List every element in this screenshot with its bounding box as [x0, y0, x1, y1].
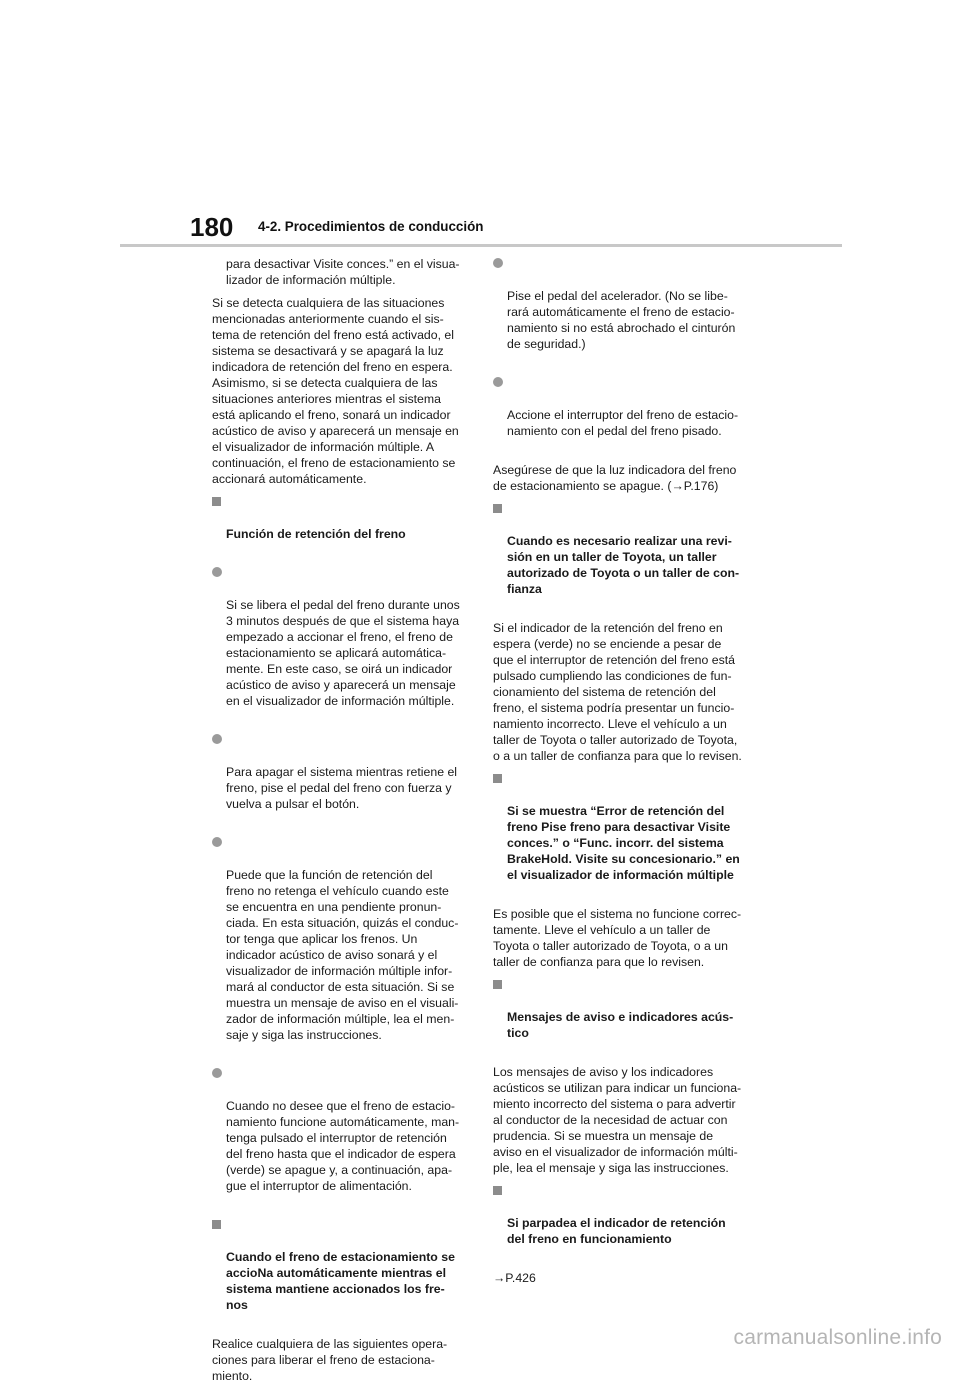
- paragraph: Si se detecta cualquiera de las situaciones mencionadas anteriormente cuando el sis- tema de retención del freno está activado, el sistema se desactivará y se apagará la luz indicadora de retención del freno en espera. Asimismo, si se detecta cualquiera de las situaciones anteriores mientras el sistema está aplicando el freno, sonará un indicador acústico de aviso y aparecerá un mensaje en el visualizador de información múltiple. A continuación, el freno de estacionamiento se accionará automáticamente.: [212, 296, 459, 486]
- circle-bullet-icon: [212, 734, 222, 744]
- circle-bullet-icon: [493, 258, 503, 268]
- bullet-text: Puede que la función de retención del freno no retenga el vehículo cuando este se encuentra en una pendiente pronun- ciada. En esta situación, quizás el conduc- tor tenga que aplicar los frenos. Un indicador acústico de aviso sonará y el visualizador de información múltiple infor- mará al conductor de esta situación. Si se muestra un mensaje de aviso en el visuali- zador de información múltiple, lea el men- saje y siga las instrucciones.: [226, 868, 459, 1042]
- square-marker-icon: [493, 980, 502, 989]
- left-column: [212, 256, 466, 1391]
- section-heading: [212, 1217, 466, 1329]
- section-heading: [493, 1183, 755, 1263]
- page-reference: [493, 1270, 755, 1286]
- paragraph: Es posible que el sistema no funcione correc- tamente. Lleve el vehículo a un taller de Toyota o taller autorizado de Toyota, o a un taller de confianza para que lo revisen.: [493, 907, 742, 969]
- page-reference-link[interactable]: P.426: [505, 1271, 536, 1285]
- header-rule: [120, 244, 842, 247]
- bullet-item: [493, 256, 755, 368]
- heading-text: Cuando el freno de estacionamiento se accioNa automáticamente mientras el sistema mantiene accionados los fre- nos: [226, 1250, 455, 1312]
- bullet-item: [212, 565, 466, 725]
- paragraph-continued: para desactivar Visite conces.” en el visua- lizador de información múltiple.: [226, 257, 460, 287]
- arrow-right-icon: →: [493, 1271, 506, 1285]
- watermark: carmanualsonline.info: [733, 1326, 942, 1349]
- heading-text: Función de retención del freno: [226, 527, 406, 541]
- square-marker-icon: [212, 497, 221, 506]
- page-reference-link[interactable]: P.176): [683, 479, 719, 493]
- bullet-item: [212, 1066, 466, 1210]
- bullet-text: Accione el interruptor del freno de estacio- namiento con el pedal del freno pisado.: [507, 408, 739, 438]
- bullet-item: [493, 375, 755, 455]
- section-heading: [493, 771, 755, 899]
- section-heading: [212, 494, 466, 558]
- arrow-right-icon: →: [671, 479, 684, 493]
- square-marker-icon: [493, 504, 502, 513]
- heading-text: Si se muestra “Error de retención del freno Pise freno para desactivar Visite conces.” o “Func. incorr. del sistema BrakeHold. Visite su concesionario.” en el visualizador de información múltiple: [507, 804, 740, 882]
- paragraph: Los mensajes de aviso y los indicadores acústicos se utilizan para indicar un funciona- miento incorrecto del sistema o para advertir al conductor de la necesidad de actuar con prudencia. Si se muestra un mensaje de aviso en el visualizador de información múlti- ple, lea el mensaje y siga las instrucciones.: [493, 1065, 742, 1175]
- paragraph-text: Asegúrese de que la luz indicadora del freno de estacionamiento se apague. (: [493, 463, 737, 493]
- paragraph: Realice cualquiera de las siguientes opera- ciones para liberar el freno de estaciona- miento.: [212, 1337, 448, 1383]
- square-marker-icon: [493, 774, 502, 783]
- square-marker-icon: [212, 1220, 221, 1229]
- bullet-text: Para apagar el sistema mientras retiene el freno, pise el pedal del freno con fuerza y vuelva a pulsar el botón.: [226, 765, 458, 811]
- bullet-text: Cuando no desee que el freno de estacio- namiento funcione automáticamente, man- tenga pulsado el interruptor de retención del freno hasta que el indicador de espera (verde) se apague y, a continuación, apa- gue el interruptor de alimentación.: [226, 1099, 460, 1193]
- section-heading: [493, 977, 755, 1057]
- heading-text: Mensajes de aviso e indicadores acús- tico: [507, 1010, 734, 1040]
- paragraph: Si el indicador de la retención del freno en espera (verde) no se enciende a pesar de que el interruptor de retención del freno está pulsado cumpliendo las condiciones de fun- cionamiento del sistema de retención del freno, el sistema podría presentar un funcio- namiento incorrecto. Lleve el vehículo a un taller de Toyota o taller autorizado de Toyota, o a un taller de confianza para que lo revisen.: [493, 621, 742, 763]
- heading-text: Si parpadea el indicador de retención del freno en funcionamiento: [507, 1216, 726, 1246]
- bullet-text: Si se libera el pedal del freno durante unos 3 minutos después de que el sistema haya empezado a accionar el freno, el freno de estacionamiento se aplicará automática- mente. En este caso, se oirá un indicador acústico de aviso y aparecerá un mensaje en el visualizador de información múltiple.: [226, 598, 460, 708]
- right-column: [493, 256, 755, 1293]
- circle-bullet-icon: [212, 567, 222, 577]
- square-marker-icon: [493, 1186, 502, 1195]
- heading-text: Cuando es necesario realizar una revi- sión en un taller de Toyota, un taller autorizado de Toyota o un taller de con- fianza: [507, 534, 740, 596]
- circle-bullet-icon: [212, 837, 222, 847]
- bullet-item: [212, 835, 466, 1059]
- circle-bullet-icon: [493, 377, 503, 387]
- circle-bullet-icon: [212, 1068, 222, 1078]
- bullet-text: Pise el pedal del acelerador. (No se libe- rará automáticamente el freno de estacio- namiento si no está abrochado el cinturón de seguridad.): [507, 289, 736, 351]
- page-number: 180: [190, 212, 234, 242]
- section-heading: [493, 501, 755, 613]
- paragraph: [493, 462, 755, 494]
- section-title: 4-2. Procedimientos de conducción: [258, 219, 484, 234]
- bullet-item: [212, 732, 466, 828]
